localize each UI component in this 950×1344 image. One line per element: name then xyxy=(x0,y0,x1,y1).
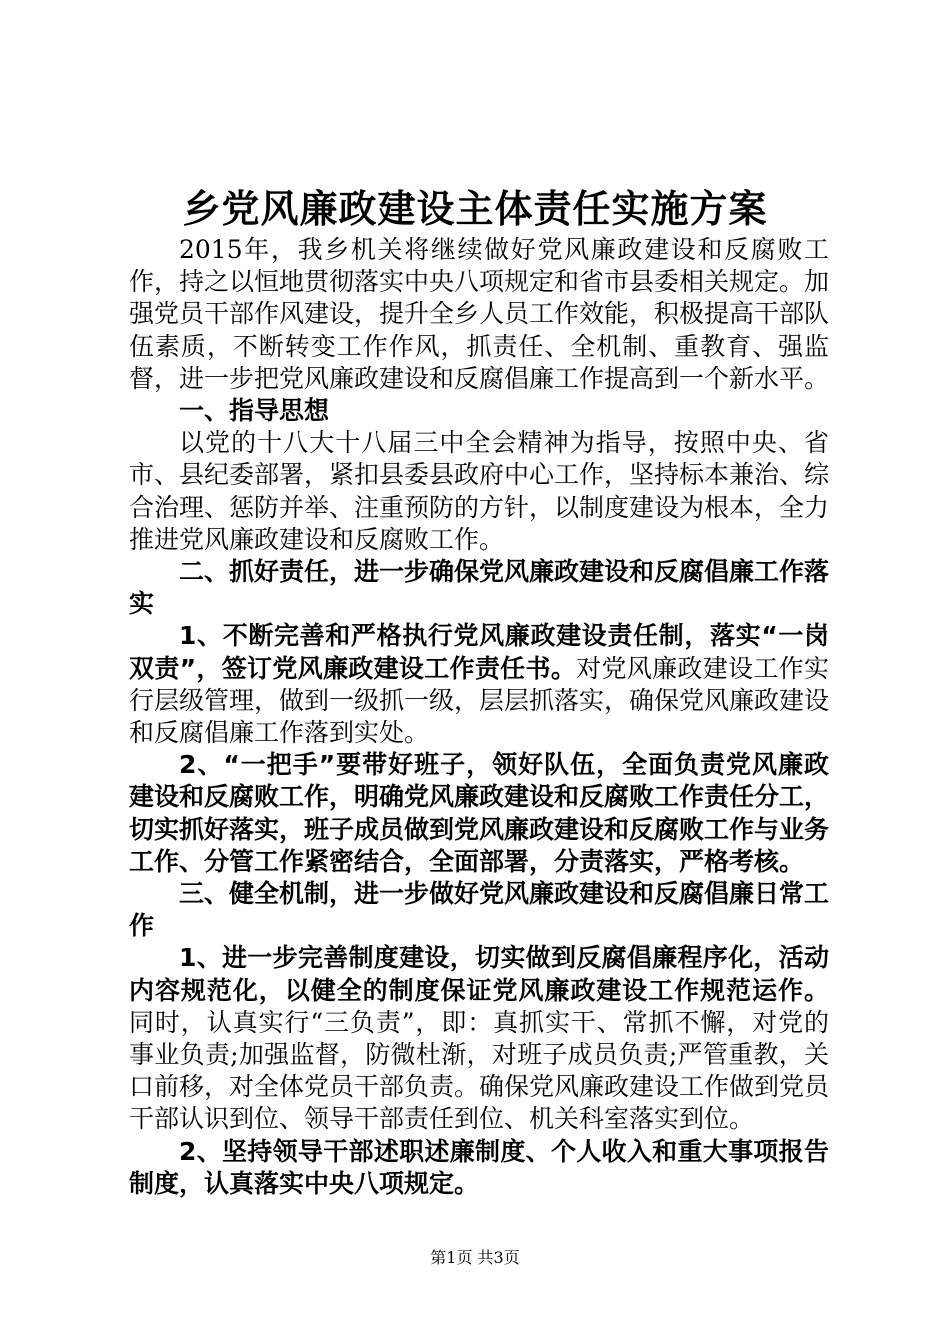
guiding-paragraph: 以党的十八大十八届三中全会精神为指导，按照中央、省市、县纪委部署，紧扣县委县政府中心工作，坚持标本兼治、综合治理、惩防并举、注重预防的方针，以制度建设为根本，全力推进党风廉政建设和反腐败工作。 xyxy=(129,428,830,554)
section-heading-2: 二、抓好责任，进一步确保党风廉政建设和反腐倡廉工作落实 xyxy=(129,557,830,619)
item-3-lead: 1、进一步完善制度建设，切实做到反腐倡廉程序化，活动内容规范化，以健全的制度保证党风廉政建设工作规范运作。 xyxy=(129,943,829,1005)
item-1-lead: 1、不断完善和严格执行党风廉政建设责任制，落实“一岗双责”，签订党风廉政建设工作责任书。 xyxy=(129,621,829,683)
item-3-text: 同时，认真实行“三负责”，即：真抓实干、常抓不懈，对党的事业负责;加强监督，防微杜渐，对班子成员负责;严管重教，关口前移，对全体党员干部负责。确保党风廉政建设工作做到党员干部认识到位、领导干部责任到位、机关科室落实到位。 xyxy=(129,1007,830,1134)
item-2-paragraph: 2、“一把手”要带好班子，领好队伍，全面负责党风廉政建设和反腐败工作，明确党风廉政建设和反腐败工作责任分工，切实抓好落实，班子成员做到党风廉政建设和反腐败工作与业务工作、分管工作紧密结合，全面部署，分责落实，严格考核。 xyxy=(129,750,830,876)
document-body xyxy=(129,234,829,1200)
item-1-paragraph xyxy=(129,620,829,749)
intro-paragraph: 2015年，我乡机关将继续做好党风廉政建设和反腐败工作，持之以恒地贯彻落实中央八项规定和省市县委相关规定。加强党员干部作风建设，提升全乡人员工作效能，积极提高干部队伍素质，不断转变工作作风，抓责任、全机制、重教育、强监督，进一步把党风廉政建设和反腐倡廉工作提高到一个新水平。 xyxy=(129,235,830,393)
document-title: 乡党风廉政建设主体责任实施方案 xyxy=(182,187,768,231)
section-heading-3: 三、健全机制，进一步做好党风廉政建设和反腐倡廉日常工作 xyxy=(129,879,830,941)
page-footer: 第1页 共3页 xyxy=(430,1248,520,1267)
item-1-text: 对党风廉政建设工作实行层级管理，做到一级抓一级，层层抓落实，确保党风廉政建设和反腐倡廉工作落到实处。 xyxy=(129,653,830,748)
item-4-paragraph: 2、坚持领导干部述职述廉制度、个人收入和重大事项报告制度，认真落实中央八项规定。 xyxy=(129,1136,829,1198)
section-heading-1: 一、指导思想 xyxy=(179,396,330,426)
item-3-paragraph xyxy=(129,942,829,1135)
